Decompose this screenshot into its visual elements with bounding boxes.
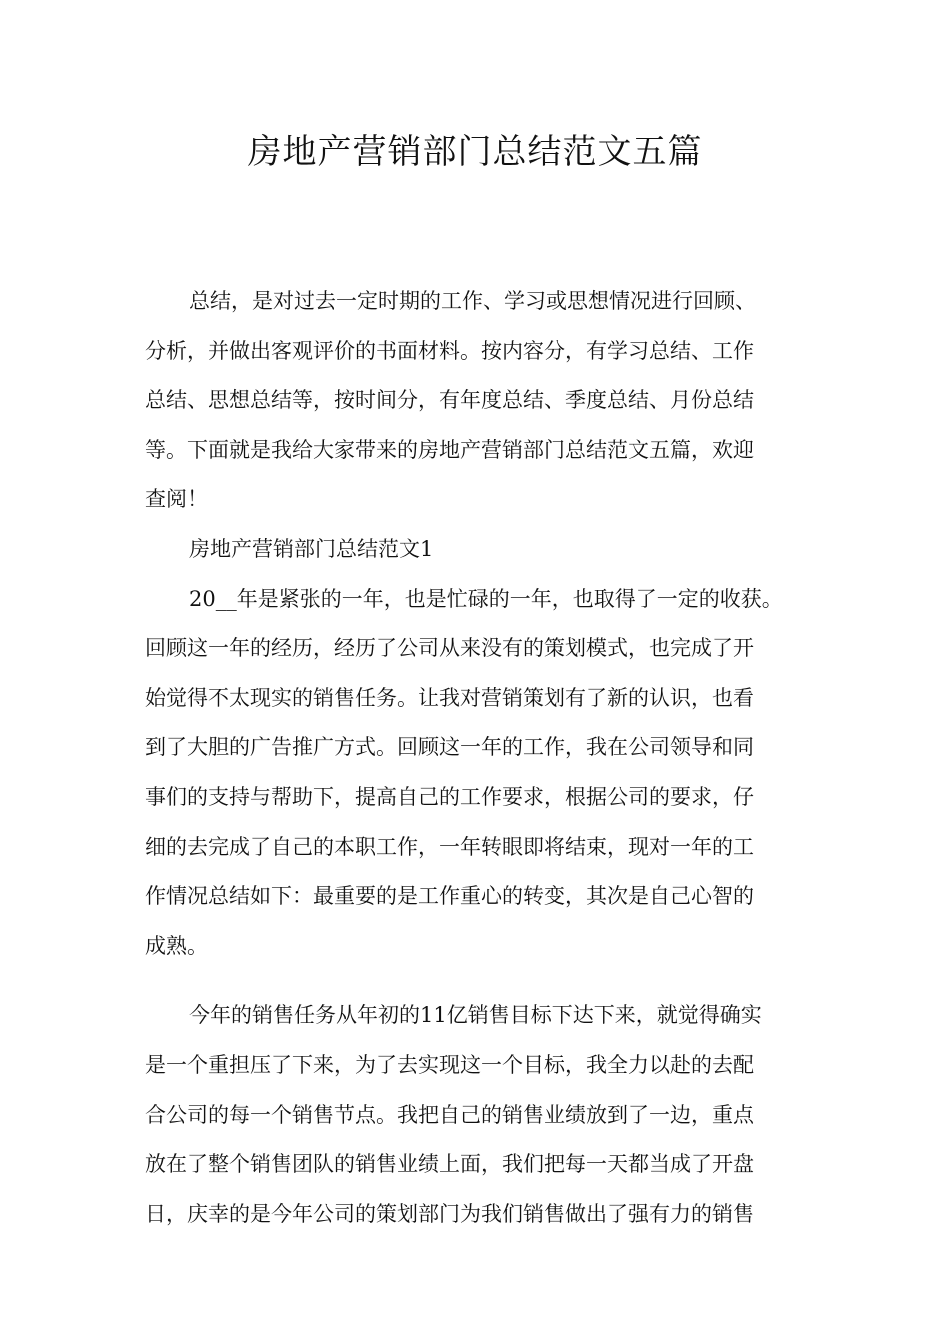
section-heading: 房地产营销部门总结范文1 xyxy=(189,536,434,561)
text-line: 始觉得不太现实的销售任务。让我对营销策划有了新的认识，也看 xyxy=(145,685,754,710)
text-line: 日，庆幸的是今年公司的策划部门为我们销售做出了强有力的销售 xyxy=(145,1201,754,1226)
text-line: 今年的销售任务从年初的11亿销售目标下达下来，就觉得确实 xyxy=(189,1003,762,1028)
text-line: 总结，是对过去一定时期的工作、学习或思想情况进行回顾、 xyxy=(189,289,756,313)
text-line: 事们的支持与帮助下，提高自己的工作要求，根据公司的要求，仔 xyxy=(145,784,754,809)
text-line: 查阅！ xyxy=(145,487,208,512)
text-line: 回顾这一年的经历，经历了公司从来没有的策划模式，也完成了开 xyxy=(145,636,754,661)
text-line: 细的去完成了自己的本职工作，一年转眼即将结束，现对一年的工 xyxy=(145,834,754,859)
text-line: 到了大胆的广告推广方式。回顾这一年的工作，我在公司领导和同 xyxy=(145,735,754,760)
paragraph-gap xyxy=(145,971,825,991)
text-line: 等。下面就是我给大家带来的房地产营销部门总结范文五篇，欢迎 xyxy=(145,437,754,462)
document-body xyxy=(145,277,825,1239)
text-line: 作情况总结如下：最重要的是工作重心的转变，其次是自己心智的 xyxy=(145,884,754,909)
text-line: 总结、思想总结等，按时间分，有年度总结、季度总结、月份总结 xyxy=(145,388,754,413)
document-title: 房地产营销部门总结范文五篇 xyxy=(247,132,703,172)
text-line: 成熟。 xyxy=(145,933,208,958)
text-line: 合公司的每一个销售节点。我把自己的销售业绩放到了一边，重点 xyxy=(145,1102,754,1127)
text-line: 20__年是紧张的一年，也是忙碌的一年，也取得了一定的收获。 xyxy=(189,586,783,611)
text-line: 分析，并做出客观评价的书面材料。按内容分，有学习总结、工作 xyxy=(145,338,754,363)
text-line: 放在了整个销售团队的销售业绩上面，我们把每一天都当成了开盘 xyxy=(145,1152,754,1177)
text-line: 是一个重担压了下来，为了去实现这一个目标，我全力以赴的去配 xyxy=(145,1052,754,1077)
